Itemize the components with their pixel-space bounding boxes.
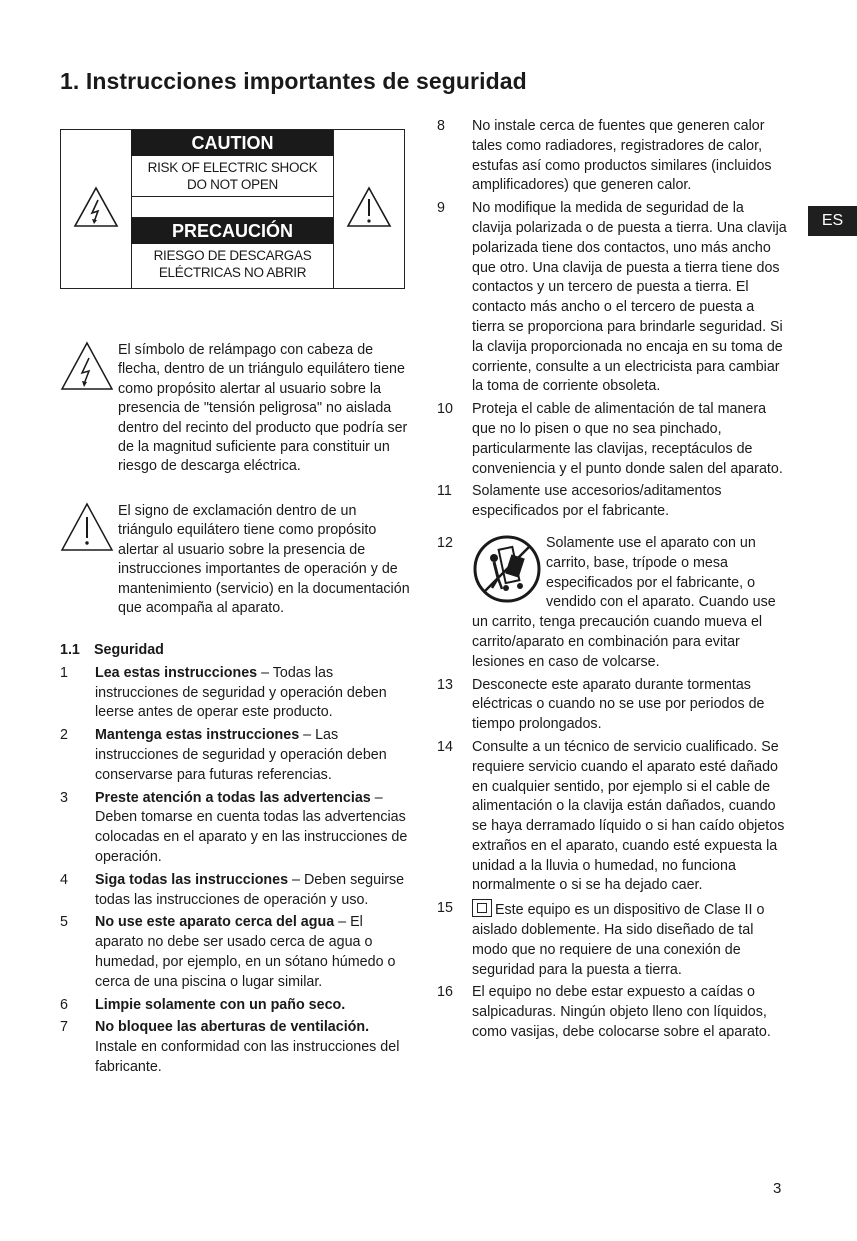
caution-box-left-cell [61,130,132,288]
left-column [60,641,410,1081]
item-number: 14 [437,738,453,755]
exclamation-symbol-text: El signo de exclamación dentro de un triángulo equilátero tiene como propósito alertar al usuario sobre la presencia de instrucciones importantes de operación y de mantenimiento (servicio) en la documentación que acompaña al aparato. [118,503,410,617]
caution-subtext-line-2: DO NOT OPEN [187,177,278,192]
precaucion-heading: PRECAUCIÓN [131,218,334,244]
item-text: – Deben seguirse todas las instrucciones de operación y uso. [95,871,405,908]
item-number: 3 [60,789,68,806]
right-column [437,117,787,1046]
item-bold-text: Preste atención a todas las advertencias [95,789,371,806]
item-text: El equipo no debe estar expuesto a caídas o salpicaduras. Ningún objeto lleno con líquidos, como vasijas, debe colocarse sobre el aparato. [472,984,771,1041]
item-bold-text: Lea estas instrucciones [95,664,258,681]
lightning-warning-icon [60,341,114,391]
item-number: 13 [437,676,453,693]
section-title: Seguridad [94,642,164,658]
precaucion-subtext [131,244,334,284]
item-text: – El aparato no debe ser usado cerca de agua o humedad, por ejemplo, en un sótano húmedo o cerca de una piscina o lugar similar. [95,914,396,990]
lightning-warning-icon [73,186,119,228]
list-item [437,199,787,397]
item-text: No instale cerca de fuentes que generen calor tales como radiadores, registradores de calor, estufas así como productos similares (incluidos amplificadores) que generen calor. [472,118,772,194]
list-item [437,117,787,196]
item-bold-text: No use este aparato cerca del agua [95,914,335,931]
list-item [60,871,410,911]
item-text: – Las instrucciones de seguridad y operación deben conservarse para futuras referencias. [95,727,387,783]
list-item [60,664,410,723]
item-number: 12 [437,534,453,551]
list-item [60,789,410,868]
item-number: 6 [60,996,68,1013]
class-ii-double-insulation-icon [472,899,492,917]
item-text: – Deben tomarse en cuenta todas las advertencias colocadas en el aparato y en las instrucciones de operación. [95,789,408,865]
list-item [437,400,787,479]
item-number: 15 [437,900,453,917]
caution-box-right-cell [333,130,404,288]
list-item [437,738,787,896]
list-item [437,676,787,735]
list-item [60,996,410,1016]
list-item [60,913,410,992]
exclamation-symbol-description [60,502,410,618]
precaucion-subtext-line-1: RIESGO DE DESCARGAS [153,248,312,263]
list-item [437,899,787,980]
item-text: Consulte a un técnico de servicio cualificado. Se requiere servicio cuando el aparato esté dañado en cualquier sentido, por ejemplo si el cable de alimentación o la clavija están dañados, cuando se haya derramado líquido o si han caído objetos extraños en el aparato, cuando esté expuesta la unidad a la lluvia o humedad, no funciona normalmente o si se ha dejado caer. [472,738,785,894]
caution-heading: CAUTION [131,130,334,156]
section-number: 1.1 [60,642,80,658]
list-item [60,1018,410,1077]
item-number: 16 [437,984,453,1001]
item-text: Solamente use el aparato con un carrito, base, trípode o mesa especificados por el fabricante, o vendido con el aparato. Cuando use un carrito, tenga precaución cuando mueva el carrito/aparato en combinación para evitar lesiones en caso de volcarse. [472,534,776,670]
list-item [437,983,787,1042]
lightning-symbol-description [60,341,410,477]
item-number: 9 [437,200,445,217]
caution-label-box [60,129,405,289]
section-heading [60,641,410,661]
item-number: 1 [60,664,68,681]
item-text: Instale en conformidad con las instrucciones del fabricante. [95,1039,400,1075]
item-number: 2 [60,727,68,744]
item-text: Solamente use accesorios/aditamentos especificados por el fabricante. [472,483,722,520]
item-text: Este equipo es un dispositivo de Clase II o aislado doblemente. Ha sido diseñado de tal modo que no requiere de una conexión de seguridad para la puesta a tierra. [472,902,765,978]
item-number: 11 [437,483,452,500]
language-tab: ES [808,206,857,236]
page-title: 1. Instrucciones importantes de seguridad [60,68,527,94]
list-item [60,726,410,785]
list-item [437,534,787,673]
caution-subtext-line-1: RISK OF ELECTRIC SHOCK [147,160,318,175]
item-bold-text: Mantenga estas instrucciones [95,727,300,744]
caution-subtext [131,156,334,196]
lightning-symbol-text: El símbolo de relámpago con cabeza de flecha, dentro de un triángulo equilátero tiene como propósito alertar al usuario sobre la presencia de "tensión peligrosa" no aislada dentro del recinto del producto que podría ser de la magnitud suficiente para constituir un riesgo de descarga eléctrica. [118,342,408,475]
item-bold-text: Limpie solamente con un paño seco. [95,996,346,1013]
page-number: 3 [773,1180,782,1197]
item-number: 8 [437,118,445,134]
item-number: 5 [60,914,68,931]
exclamation-warning-icon [346,186,392,228]
item-bold-text: Siga todas las instrucciones [95,871,289,888]
cart-tip-over-warning-icon [472,534,542,604]
item-text: Proteja el cable de alimentación de tal manera que no lo pisen o que no sea pinchado, particularmente las clavijas, receptáculos de conveniencia y el punto donde salen del aparato. [472,401,783,477]
exclamation-warning-icon [60,502,114,552]
item-number: 4 [60,871,68,888]
item-bold-text: No bloquee las aberturas de ventilación. [95,1019,370,1036]
caution-box-center [131,130,334,288]
item-text: – Todas las instrucciones de seguridad y operación deben leerse antes de operar este producto. [95,664,387,721]
caution-box-divider [131,196,334,218]
item-number: 7 [60,1019,68,1036]
list-item [437,482,787,522]
item-number: 10 [437,401,453,418]
item-text: Desconecte este aparato durante tormentas eléctricas o cuando no se use por periodos de tiempo prolongados. [472,676,765,733]
item-text: No modifique la medida de seguridad de la clavija polarizada o de puesta a tierra. Una clavija polarizada tiene dos contactos, uno más ancho que otro. Una clavija de puesta a tierra tiene dos contactos y un tercero de puesta a tierra. El contacto más ancho o el tercero de puesta a tierra se proporciona para brindarle seguridad. Si la clavija proporcionada no encaja en su toma de corriente, consulte a un electricista para cambiar la toma de corriente obsoleta. [472,200,787,395]
precaucion-subtext-line-2: ELÉCTRICAS NO ABRIR [158,265,307,280]
